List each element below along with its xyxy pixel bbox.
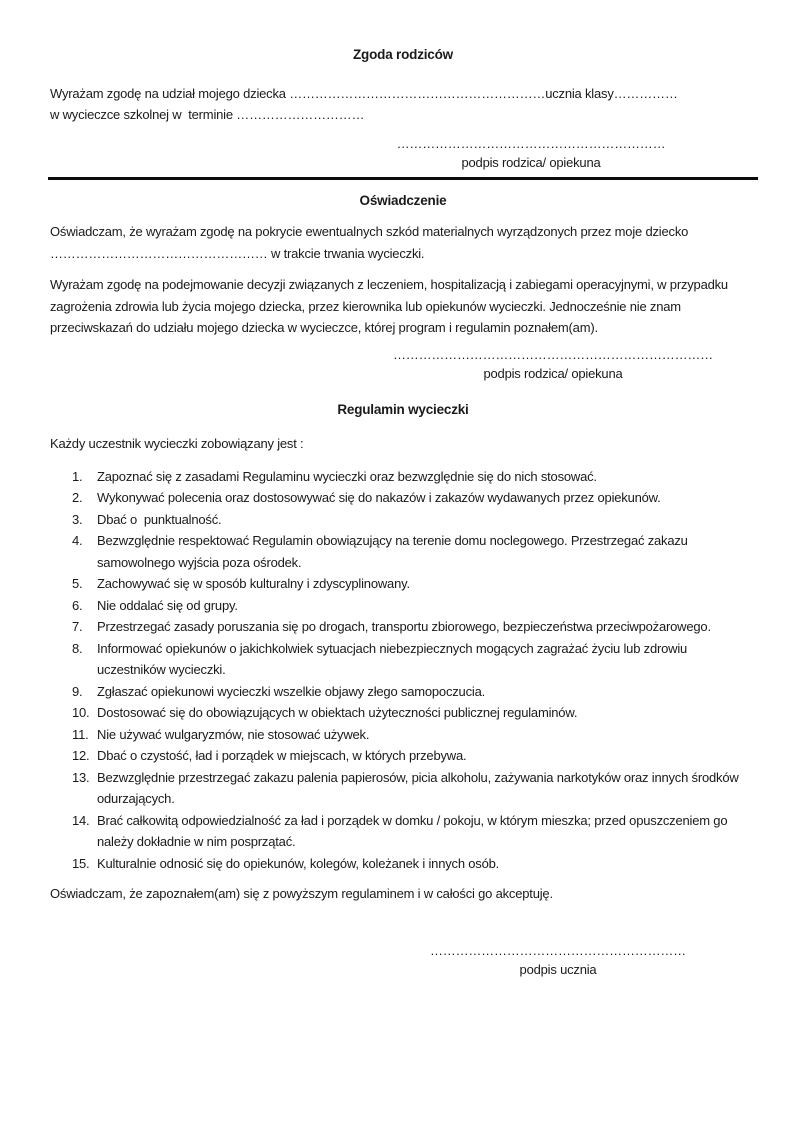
- signature-line: ………………………………………………………: [396, 135, 666, 151]
- rule-text: Nie oddalać się od grupy.: [97, 597, 238, 613]
- rule-list-item: [72, 573, 756, 595]
- rule-text: Zgłaszać opiekunowi wycieczki wszelkie objawy złego samopoczucia.: [97, 683, 486, 699]
- rule-text: Dostosować się do obowiązujących w obiektach użyteczności publicznej regulaminów.: [97, 705, 578, 720]
- rule-number: 10.: [72, 705, 90, 720]
- rule-number: 15.: [72, 855, 90, 871]
- rule-text: Dbać o punktualność.: [97, 511, 222, 527]
- rule-number: 9.: [72, 683, 83, 699]
- rule-number: 4.: [72, 533, 83, 548]
- rule-list-item: [72, 702, 756, 724]
- section-parental-consent: [50, 44, 756, 172]
- rule-number: 1.: [72, 468, 83, 484]
- declaration-damages-line1: Oświadczam, że wyrażam zgodę na pokrycie ewentualnych szkód materialnych wyrządzonych przez moje dziecko: [50, 224, 689, 239]
- rule-list-item: [72, 638, 756, 681]
- signature-block-parent-1: [385, 134, 677, 172]
- rule-number: 2.: [72, 490, 83, 505]
- rule-list-item: [72, 853, 756, 875]
- rule-text: Kulturalnie odnosić się do opiekunów, kolegów, koleżanek i innych osób.: [97, 855, 500, 871]
- consent-line-child-name: Wyrażam zgodę na udział mojego dziecka ……………………………………………………ucznia klasy……………: [50, 85, 678, 101]
- rule-text: Zachowywać się w sposób kulturalny i zdyscyplinowany.: [97, 576, 410, 591]
- rule-number: 14.: [72, 812, 90, 828]
- section-trip-rules: [50, 399, 756, 979]
- rule-text: Dbać o czystość, ład i porządek w miejscach, w których przebywa.: [97, 748, 467, 763]
- rule-number: 12.: [72, 748, 90, 763]
- rule-list-item: [72, 616, 756, 638]
- rule-text: Nie używać wulgaryzmów, nie stosować używek.: [97, 726, 370, 742]
- section-divider: [48, 177, 758, 180]
- rule-number: 6.: [72, 597, 83, 613]
- rule-text: Brać całkowitą odpowiedzialność za ład i porządek w domku / pokoju, w którym mieszka; przed opuszczeniem go należy dokładnie w nim posprzątać.: [97, 812, 731, 849]
- rule-number: 5.: [72, 576, 83, 591]
- consent-line-trip-date: w wycieczce szkolnej w terminie …………………………: [50, 107, 365, 122]
- rule-text: Bezwzględnie przestrzegać zakazu palenia papierosów, picia alkoholu, zażywania narkotyków oraz innych środków odurzających.: [97, 769, 742, 806]
- signature-block-student: [425, 941, 691, 979]
- signature-block-parent-2: [383, 345, 723, 383]
- declaration-medical-paragraph: Wyrażam zgodę na podejmowanie decyzji związanych z leczeniem, hospitalizacją i zabiegami operacyjnymi, w przypadku zagrożenia zdrowia lub życia mojego dziecka, przez kierownika lub opiekunów wycieczki. Jednocześnie nie znam przeciwskazań do udziału mojego dziecka w wycieczce, której program i regulamin poznałem(am).: [50, 277, 728, 335]
- rule-number: 11.: [72, 726, 89, 742]
- rule-text: Informować opiekunów o jakichkolwiek sytuacjach niebezpiecznych mogących zagrażać życiu lub zdrowiu uczestników wycieczki.: [97, 640, 691, 677]
- rule-list-item: [72, 767, 756, 810]
- rule-number: 3.: [72, 511, 83, 527]
- rule-list-item: [72, 530, 756, 573]
- rule-list-item: [72, 466, 756, 488]
- rule-text: Bezwzględnie respektować Regulamin obowiązujący na terenie domu noclegowego. Przestrzegać zakazu samowolnego wyjścia poza ośrodek.: [97, 533, 692, 570]
- declaration-damages-line2: …………………………………………… w trakcie trwania wycieczki.: [50, 245, 425, 261]
- rule-list-item: [72, 681, 756, 703]
- rules-acceptance-statement: Oświadczam, że zapoznałem(am) się z powyższym regulaminem i w całości go akceptuję.: [50, 886, 553, 901]
- signature-label: podpis ucznia: [519, 961, 597, 977]
- rule-number: 13.: [72, 769, 90, 785]
- rule-list-item: [72, 487, 756, 509]
- rules-intro: Każdy uczestnik wycieczki zobowiązany jest :: [50, 436, 304, 451]
- rule-list-item: [72, 724, 756, 746]
- rule-list-item: [72, 745, 756, 767]
- consent-title: Zgoda rodziców: [353, 47, 453, 62]
- rule-list-item: [72, 595, 756, 617]
- rule-number: 7.: [72, 619, 83, 634]
- rule-list-item: [72, 509, 756, 531]
- rules-title: Regulamin wycieczki: [337, 401, 469, 417]
- signature-line: …………………………………………………………………: [392, 346, 713, 362]
- signature-line: ……………………………………………………: [429, 942, 686, 958]
- rule-text: Wykonywać polecenia oraz dostosowywać się do nakazów i zakazów wydawanych przez opiekunów.: [97, 490, 661, 505]
- rule-list-item: [72, 810, 756, 853]
- rules-list: [50, 466, 756, 875]
- signature-label: podpis rodzica/ opiekuna: [461, 154, 601, 170]
- declaration-title: Oświadczenie: [359, 192, 447, 208]
- rule-number: 8.: [72, 640, 83, 656]
- section-declaration: [50, 190, 756, 383]
- rule-text: Zapoznać się z zasadami Regulaminu wycieczki oraz bezwzględnie się do nich stosować.: [97, 468, 597, 484]
- rule-text: Przestrzegać zasady poruszania się po drogach, transportu zbiorowego, bezpieczeństwa przeciwpożarowego.: [97, 619, 711, 634]
- signature-label: podpis rodzica/ opiekuna: [483, 365, 623, 381]
